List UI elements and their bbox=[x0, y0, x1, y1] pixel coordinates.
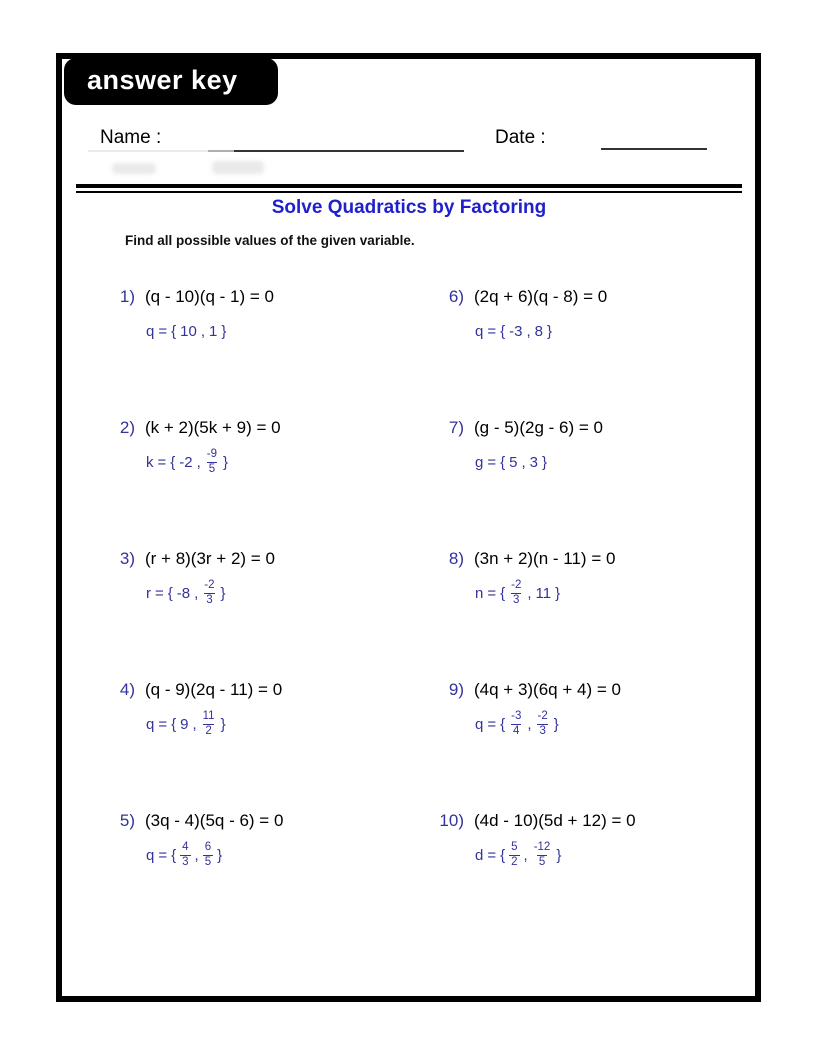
problem-head bbox=[108, 811, 428, 831]
answer-value: 8 bbox=[534, 322, 543, 340]
equals-sign: = bbox=[487, 453, 497, 471]
problem-head bbox=[108, 680, 428, 700]
problem-item bbox=[108, 549, 428, 680]
answer-variable: q bbox=[475, 322, 484, 340]
fraction-numerator: -12 bbox=[533, 841, 551, 853]
answer-variable: d bbox=[475, 846, 484, 864]
close-brace: } bbox=[221, 322, 227, 340]
equals-sign: = bbox=[155, 584, 164, 602]
fraction-numerator: 6 bbox=[204, 841, 212, 853]
answer-value: 3 bbox=[529, 453, 538, 471]
fraction-numerator: -2 bbox=[511, 579, 522, 591]
fraction-numerator: -9 bbox=[206, 448, 218, 460]
fraction-denominator: 3 bbox=[539, 724, 546, 737]
problem-number: 4) bbox=[119, 680, 135, 699]
problem-equation: (3n + 2)(n - 11) = 0 bbox=[474, 549, 616, 568]
close-brace: } bbox=[217, 846, 223, 864]
answer-variable: q bbox=[475, 715, 484, 733]
worksheet-instruction: Find all possible values of the given variable. bbox=[125, 233, 415, 248]
problem-number: 6) bbox=[448, 287, 464, 306]
fraction-denominator: 5 bbox=[208, 462, 216, 475]
fraction-numerator: 11 bbox=[202, 710, 215, 722]
problem-item bbox=[108, 811, 428, 942]
answer-line bbox=[475, 317, 767, 345]
problem-head bbox=[437, 549, 767, 569]
open-brace: { bbox=[500, 584, 506, 602]
fraction-numerator: 5 bbox=[511, 841, 518, 853]
answer-line bbox=[475, 448, 767, 476]
answer-line bbox=[146, 579, 428, 607]
answer-fraction bbox=[205, 449, 219, 475]
comma-separator: , bbox=[200, 322, 205, 340]
problem-item bbox=[437, 811, 767, 942]
problem-item bbox=[437, 549, 767, 680]
open-brace: { bbox=[171, 846, 177, 864]
answer-variable: g bbox=[475, 453, 484, 471]
date-label: Date : bbox=[495, 127, 546, 148]
answer-variable: q bbox=[146, 846, 155, 864]
comma-separator: , bbox=[527, 715, 532, 733]
problem-head bbox=[108, 549, 428, 569]
answer-key-badge-label: answer key bbox=[87, 65, 238, 95]
answer-value: -3 bbox=[509, 322, 523, 340]
answer-value: 10 bbox=[180, 322, 197, 340]
fraction-denominator: 3 bbox=[182, 855, 189, 868]
comma-separator: , bbox=[523, 846, 528, 864]
equals-sign: = bbox=[157, 453, 167, 471]
problem-equation: (4q + 3)(6q + 4) = 0 bbox=[474, 680, 621, 699]
equals-sign: = bbox=[158, 715, 168, 733]
comma-separator: , bbox=[527, 584, 532, 602]
close-brace: } bbox=[541, 453, 547, 471]
answer-fraction bbox=[536, 711, 550, 737]
problem-number: 10) bbox=[439, 811, 464, 830]
answer-value: -2 bbox=[179, 453, 193, 471]
answer-variable: q bbox=[146, 322, 155, 340]
faded-artifact-line bbox=[88, 150, 234, 152]
date-blank-line bbox=[601, 126, 707, 150]
equals-sign: = bbox=[158, 846, 168, 864]
open-brace: { bbox=[500, 453, 506, 471]
answer-fraction bbox=[201, 711, 217, 737]
problem-item bbox=[437, 418, 767, 549]
problem-number: 7) bbox=[448, 418, 464, 437]
problem-number: 5) bbox=[119, 811, 135, 830]
answer-line bbox=[146, 841, 428, 869]
close-brace: } bbox=[555, 584, 561, 602]
answer-variable: k bbox=[146, 453, 154, 471]
problem-head bbox=[108, 287, 428, 307]
name-label: Name : bbox=[100, 127, 162, 148]
problem-head bbox=[437, 680, 767, 700]
open-brace: { bbox=[171, 715, 177, 733]
close-brace: } bbox=[553, 715, 559, 733]
answer-line bbox=[475, 841, 767, 869]
answer-value: 9 bbox=[180, 715, 189, 733]
open-brace: { bbox=[171, 322, 177, 340]
problems-column-right bbox=[437, 287, 767, 942]
answer-value: 1 bbox=[208, 322, 218, 340]
answer-variable: q bbox=[146, 715, 155, 733]
comma-separator: , bbox=[526, 322, 531, 340]
answer-key-badge bbox=[64, 58, 278, 105]
problem-number: 8) bbox=[448, 549, 464, 568]
fraction-denominator: 2 bbox=[511, 855, 518, 868]
problems-column-left bbox=[108, 287, 428, 942]
name-blank-line bbox=[208, 128, 464, 152]
problem-number: 3) bbox=[119, 549, 135, 568]
equals-sign: = bbox=[487, 322, 497, 340]
problem-item bbox=[437, 680, 767, 811]
faded-artifact-smudge bbox=[212, 161, 264, 174]
open-brace: { bbox=[170, 453, 176, 471]
comma-separator: , bbox=[521, 453, 526, 471]
close-brace: } bbox=[556, 846, 562, 864]
fraction-denominator: 2 bbox=[205, 724, 212, 737]
header-divider bbox=[76, 184, 742, 193]
fraction-denominator: 5 bbox=[204, 855, 212, 868]
problem-head bbox=[108, 418, 428, 438]
faded-artifact-smudge bbox=[112, 163, 156, 174]
answer-fraction bbox=[509, 842, 519, 868]
close-brace: } bbox=[220, 715, 226, 733]
open-brace: { bbox=[500, 322, 506, 340]
answer-value: 11 bbox=[535, 584, 552, 602]
answer-fraction bbox=[203, 842, 213, 868]
fraction-numerator: 4 bbox=[182, 841, 189, 853]
answer-line bbox=[475, 579, 767, 607]
comma-separator: , bbox=[196, 453, 201, 471]
comma-separator: , bbox=[192, 715, 197, 733]
problem-number: 1) bbox=[119, 287, 135, 306]
answer-fraction bbox=[509, 580, 523, 606]
problem-equation: (q - 9)(2q - 11) = 0 bbox=[145, 680, 283, 699]
problem-equation: (2q + 6)(q - 8) = 0 bbox=[474, 287, 608, 306]
answer-line bbox=[146, 448, 428, 476]
open-brace: { bbox=[500, 715, 506, 733]
problem-equation: (q - 10)(q - 1) = 0 bbox=[145, 287, 274, 306]
comma-separator: , bbox=[194, 584, 199, 602]
problem-equation: (3q - 4)(5q - 6) = 0 bbox=[145, 811, 284, 830]
open-brace: { bbox=[167, 584, 173, 602]
fraction-numerator: -3 bbox=[511, 710, 522, 722]
answer-fraction bbox=[180, 842, 190, 868]
comma-separator: , bbox=[194, 846, 199, 864]
worksheet-title: Solve Quadratics by Factoring bbox=[271, 197, 547, 218]
problem-equation: (r + 8)(3r + 2) = 0 bbox=[145, 549, 275, 568]
close-brace: } bbox=[223, 453, 229, 471]
problem-equation: (k + 2)(5k + 9) = 0 bbox=[145, 418, 281, 437]
close-brace: } bbox=[546, 322, 552, 340]
answer-value: -8 bbox=[176, 584, 191, 602]
fraction-numerator: -2 bbox=[204, 579, 215, 591]
equals-sign: = bbox=[487, 846, 497, 864]
fraction-denominator: 3 bbox=[206, 593, 213, 606]
open-brace: { bbox=[500, 846, 506, 864]
answer-line bbox=[146, 317, 428, 345]
fraction-denominator: 4 bbox=[513, 724, 520, 737]
problem-number: 2) bbox=[119, 418, 135, 437]
answer-variable: n bbox=[475, 584, 484, 602]
equals-sign: = bbox=[487, 715, 497, 733]
problem-equation: (g - 5)(2g - 6) = 0 bbox=[474, 418, 603, 437]
fraction-denominator: 3 bbox=[513, 593, 520, 606]
equals-sign: = bbox=[487, 584, 497, 602]
answer-fraction bbox=[509, 711, 523, 737]
problem-item bbox=[108, 418, 428, 549]
problem-equation: (4d - 10)(5d + 12) = 0 bbox=[474, 811, 636, 830]
answer-line bbox=[475, 710, 767, 738]
problem-head bbox=[437, 287, 767, 307]
problem-head bbox=[437, 811, 767, 831]
equals-sign: = bbox=[158, 322, 168, 340]
problem-item bbox=[437, 287, 767, 418]
answer-value: 5 bbox=[509, 453, 518, 471]
answer-variable: r bbox=[146, 584, 151, 602]
problem-item bbox=[108, 287, 428, 418]
answer-fraction bbox=[532, 842, 553, 868]
close-brace: } bbox=[220, 584, 226, 602]
answer-fraction bbox=[202, 580, 216, 606]
problem-item bbox=[108, 680, 428, 811]
problem-number: 9) bbox=[448, 680, 464, 699]
problem-head bbox=[437, 418, 767, 438]
answer-line bbox=[146, 710, 428, 738]
fraction-numerator: -2 bbox=[537, 710, 548, 722]
fraction-denominator: 5 bbox=[538, 855, 546, 868]
